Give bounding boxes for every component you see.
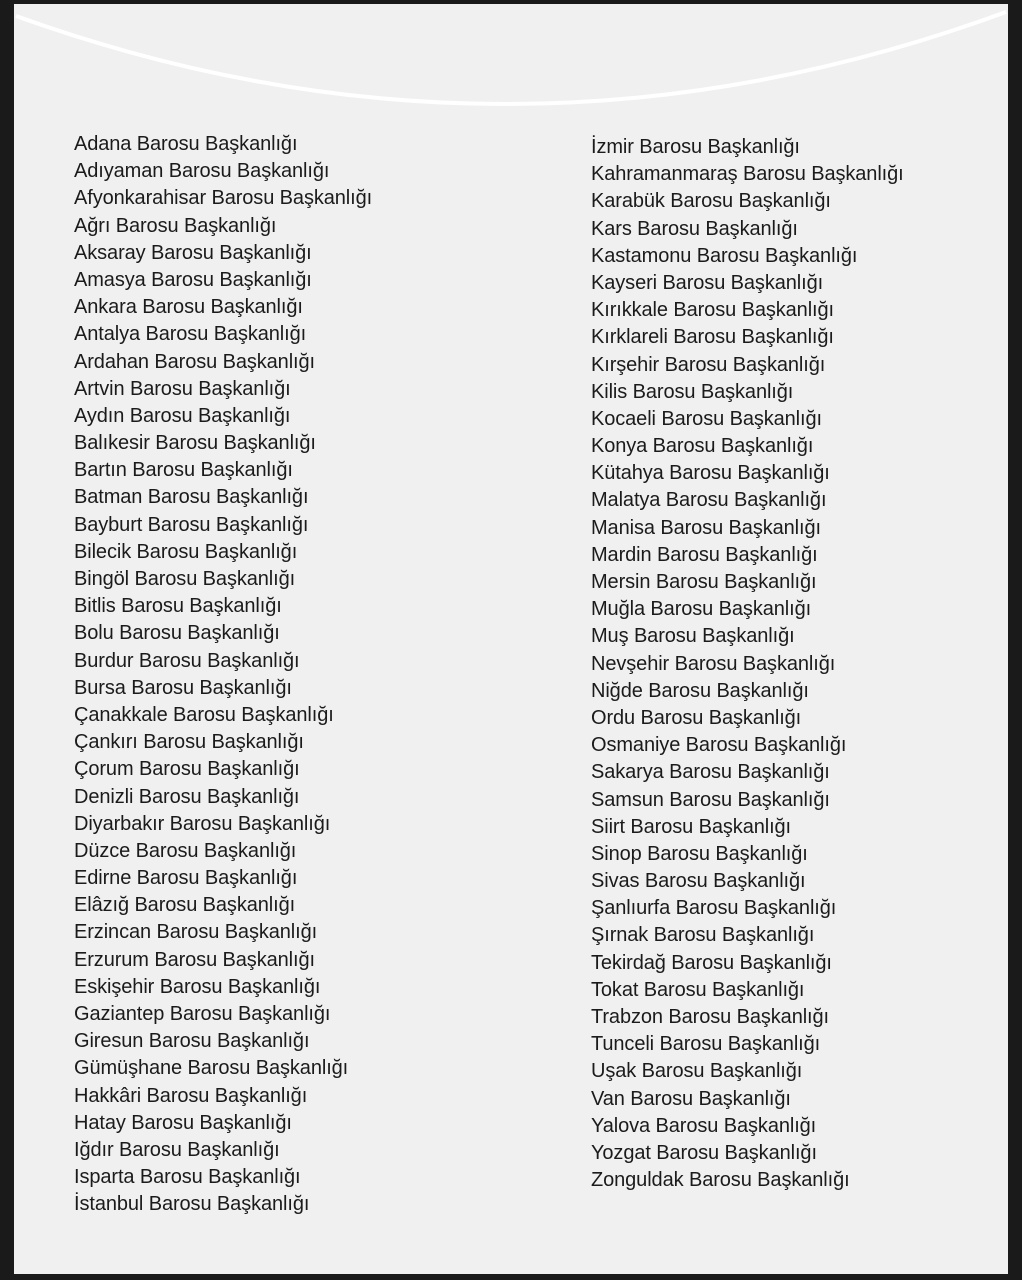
list-item: Kilis Barosu Başkanlığı xyxy=(591,380,794,403)
list-item: Trabzon Barosu Başkanlığı xyxy=(591,1006,829,1028)
bar-association-list-right xyxy=(591,134,904,1194)
list-item: Erzurum Barosu Başkanlığı xyxy=(74,948,315,971)
list-item: Siirt Barosu Başkanlığı xyxy=(591,815,792,838)
list-item: Bitlis Barosu Başkanlığı xyxy=(74,595,282,618)
list-item: Şanlıurfa Barosu Başkanlığı xyxy=(591,897,837,920)
list-item: Hatay Barosu Başkanlığı xyxy=(74,1111,292,1134)
list-item: Ağrı Barosu Başkanlığı xyxy=(74,214,277,237)
list-item: Yozgat Barosu Başkanlığı xyxy=(591,1141,817,1164)
list-item: İzmir Barosu Başkanlığı xyxy=(591,136,800,158)
list-item: Kars Barosu Başkanlığı xyxy=(591,217,798,240)
list-item: Denizli Barosu Başkanlığı xyxy=(74,785,300,808)
list-item: Düzce Barosu Başkanlığı xyxy=(74,839,297,862)
list-item: Edirne Barosu Başkanlığı xyxy=(74,867,298,890)
list-item: Muş Barosu Başkanlığı xyxy=(591,625,795,648)
list-item: Ankara Barosu Başkanlığı xyxy=(74,296,303,319)
list-item: Şırnak Barosu Başkanlığı xyxy=(591,924,815,947)
list-item: Adıyaman Barosu Başkanlığı xyxy=(74,160,330,183)
list-item: Kütahya Barosu Başkanlığı xyxy=(591,462,830,485)
list-item: Çanakkale Barosu Başkanlığı xyxy=(74,703,334,726)
list-item: Tunceli Barosu Başkanlığı xyxy=(591,1033,821,1056)
list-item: Çankırı Barosu Başkanlığı xyxy=(74,731,304,754)
list-item: Iğdır Barosu Başkanlığı xyxy=(74,1138,280,1161)
list-item: Giresun Barosu Başkanlığı xyxy=(74,1030,310,1053)
list-item: Ardahan Barosu Başkanlığı xyxy=(74,350,315,373)
list-item: Diyarbakır Barosu Başkanlığı xyxy=(74,812,331,835)
list-item: Adana Barosu Başkanlığı xyxy=(74,133,298,155)
list-item: Elâzığ Barosu Başkanlığı xyxy=(74,894,296,917)
list-item: Kırıkkale Barosu Başkanlığı xyxy=(591,299,834,322)
list-item: Erzincan Barosu Başkanlığı xyxy=(74,921,318,944)
list-item: Hakkâri Barosu Başkanlığı xyxy=(74,1084,308,1107)
list-item: Kahramanmaraş Barosu Başkanlığı xyxy=(591,163,904,186)
list-item: Gümüşhane Barosu Başkanlığı xyxy=(74,1057,349,1080)
list-item: Afyonkarahisar Barosu Başkanlığı xyxy=(74,187,373,210)
list-item: Sivas Barosu Başkanlığı xyxy=(591,870,806,893)
list-item: Tekirdağ Barosu Başkanlığı xyxy=(591,951,832,974)
list-item: Sinop Barosu Başkanlığı xyxy=(591,842,808,865)
list-item: Eskişehir Barosu Başkanlığı xyxy=(74,975,321,998)
list-item: Antalya Barosu Başkanlığı xyxy=(74,323,307,346)
list-item: İstanbul Barosu Başkanlığı xyxy=(74,1193,310,1216)
list-item: Sakarya Barosu Başkanlığı xyxy=(591,761,830,784)
list-item: Karabük Barosu Başkanlığı xyxy=(591,190,831,213)
list-item: Batman Barosu Başkanlığı xyxy=(74,486,309,509)
list-item: Manisa Barosu Başkanlığı xyxy=(591,516,821,539)
list-item: Gaziantep Barosu Başkanlığı xyxy=(74,1003,331,1025)
list-item: Ordu Barosu Başkanlığı xyxy=(591,706,802,729)
document-page xyxy=(14,4,1008,1274)
list-item: Bartın Barosu Başkanlığı xyxy=(74,459,293,482)
list-item: Burdur Barosu Başkanlığı xyxy=(74,649,300,672)
list-item: Aydın Barosu Başkanlığı xyxy=(74,404,291,427)
list-item: Bayburt Barosu Başkanlığı xyxy=(74,513,309,536)
list-item: Balıkesir Barosu Başkanlığı xyxy=(74,432,316,455)
list-item: Osmaniye Barosu Başkanlığı xyxy=(591,734,847,757)
list-item: Kocaeli Barosu Başkanlığı xyxy=(591,407,822,430)
list-item: Nevşehir Barosu Başkanlığı xyxy=(591,652,836,675)
list-item: Mardin Barosu Başkanlığı xyxy=(591,543,818,566)
list-item: Malatya Barosu Başkanlığı xyxy=(591,489,827,512)
list-item: Kayseri Barosu Başkanlığı xyxy=(591,271,824,294)
list-item: Yalova Barosu Başkanlığı xyxy=(591,1114,817,1137)
list-item: Bilecik Barosu Başkanlığı xyxy=(74,540,298,563)
list-item: Kırklareli Barosu Başkanlığı xyxy=(591,326,834,349)
decorative-curve xyxy=(14,4,1008,114)
list-item: Amasya Barosu Başkanlığı xyxy=(74,268,312,291)
list-item: Bursa Barosu Başkanlığı xyxy=(74,676,292,699)
list-item: Zonguldak Barosu Başkanlığı xyxy=(591,1169,850,1192)
list-item: Niğde Barosu Başkanlığı xyxy=(591,679,809,702)
list-item: Mersin Barosu Başkanlığı xyxy=(591,571,817,593)
list-item: Artvin Barosu Başkanlığı xyxy=(74,377,291,400)
list-item: Kastamonu Barosu Başkanlığı xyxy=(591,244,858,267)
list-item: Kırşehir Barosu Başkanlığı xyxy=(591,353,826,376)
list-item: Samsun Barosu Başkanlığı xyxy=(591,788,830,811)
list-item: Isparta Barosu Başkanlığı xyxy=(74,1166,301,1189)
list-item: Tokat Barosu Başkanlığı xyxy=(591,978,805,1001)
bar-association-list-left xyxy=(74,131,372,1219)
list-item: Çorum Barosu Başkanlığı xyxy=(74,758,300,781)
list-item: Bolu Barosu Başkanlığı xyxy=(74,622,280,645)
list-item: Bingöl Barosu Başkanlığı xyxy=(74,568,296,590)
list-item: Konya Barosu Başkanlığı xyxy=(591,435,814,458)
list-item: Van Barosu Başkanlığı xyxy=(591,1087,791,1110)
list-item: Muğla Barosu Başkanlığı xyxy=(591,598,812,621)
list-item: Aksaray Barosu Başkanlığı xyxy=(74,241,312,264)
list-item: Uşak Barosu Başkanlığı xyxy=(591,1060,803,1083)
